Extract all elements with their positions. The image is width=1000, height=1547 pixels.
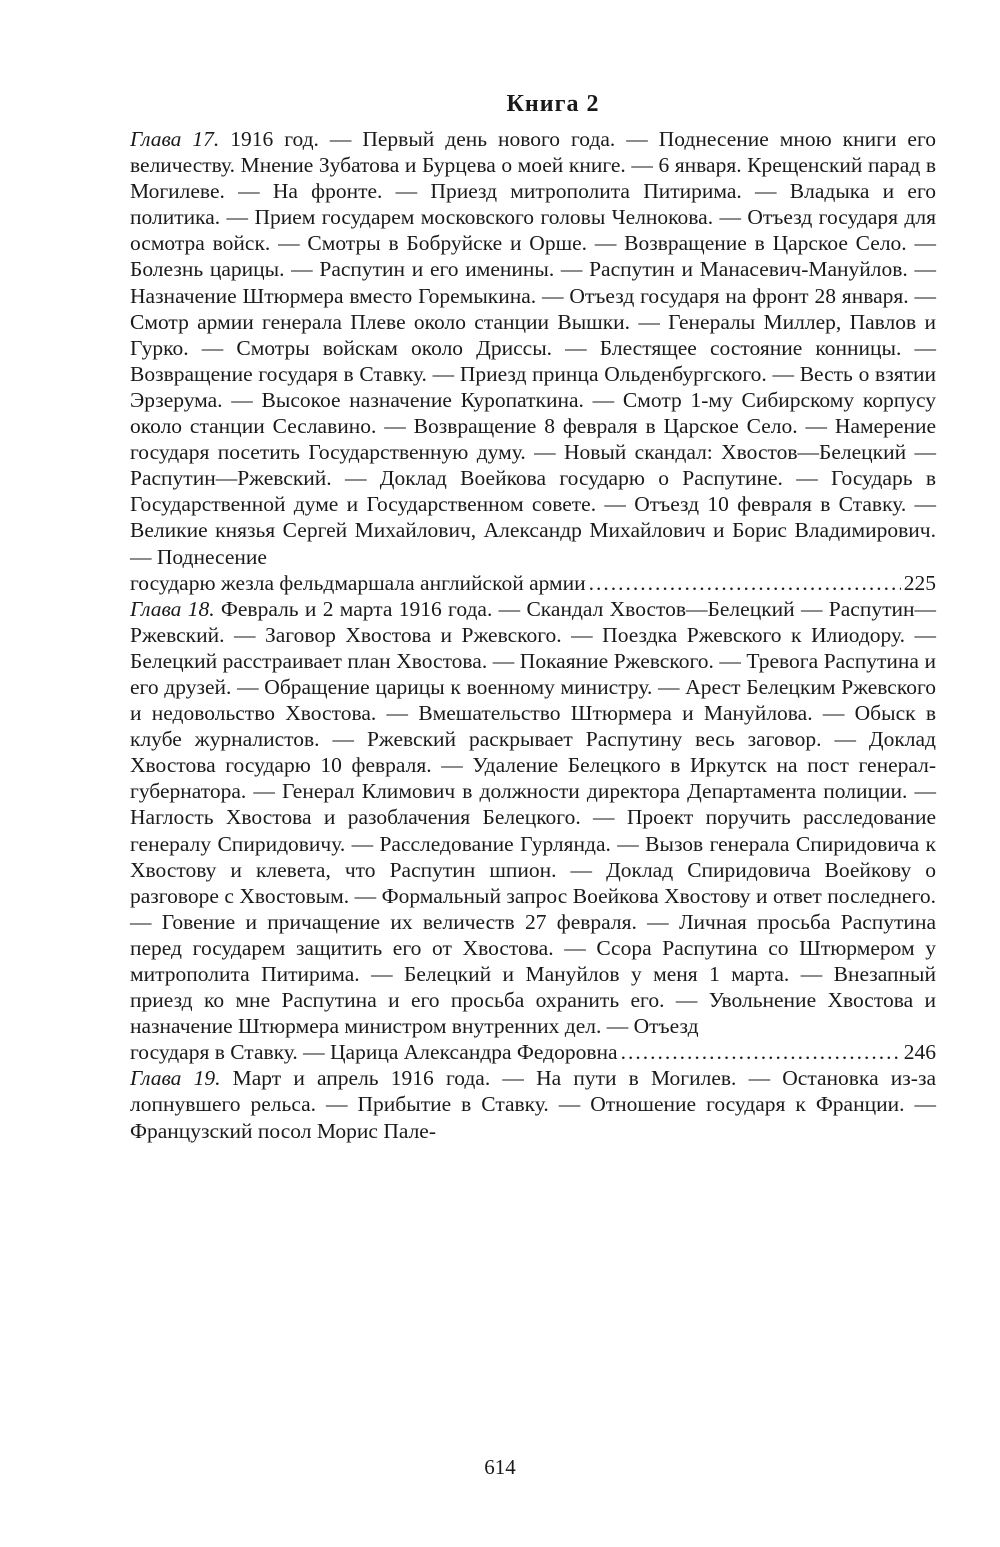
toc-entry-chapter-19 [130, 1065, 936, 1143]
chapter-label: Глава 17. [130, 127, 220, 151]
page-reference: 246 [903, 1040, 936, 1065]
chapter-summary-end: государю жезла фельдмаршала английской армии [130, 570, 586, 595]
chapter-summary-end: государя в Ставку. — Царица Александра Федоровна [130, 1040, 618, 1065]
toc-entry-last-line [130, 570, 936, 596]
toc-entry-last-line [130, 1039, 936, 1065]
chapter-label: Глава 19. [130, 1066, 221, 1091]
book-title: Книга 2 [506, 91, 600, 117]
chapter-summary: Март и апрель 1916 года. — На пути в Могилев. — Остановка из-за лопнувшего рельса. — Прибытие в Ставку. — Отношение государя к Франции. — Французский посол Морис Пале- [130, 1066, 936, 1143]
toc-entry-chapter-18 [130, 596, 936, 1066]
chapter-label: Глава 18. [130, 596, 215, 621]
page-reference: 225 [903, 570, 936, 595]
chapter-summary: Февраль и 2 марта 1916 года. — Скандал Хвостов—Белецкий — Распутин—Ржевский. — Заговор Хвостова и Ржевского. — Поездка Ржевского к Илиодору. — Белецкий расстраивает план Хвостова. — Покаяние Ржевского. — Тревога Распутина и его друзей. — Обращение царицы к военному министру. — Арест Белецким Ржевского и недовольство Хвостова. — Вмешательство Штюрмера и Мануйлова. — Обыск в клубе журналистов. — Ржевский раскрывает Распутину весь заговор. — Доклад Хвостова государю 10 февраля. — Удаление Белецкого в Иркутск на пост генерал-губернатора. — Генерал Климович в должности директора Департамента полиции. — Наглость Хвостова и разоблачения Белецкого. — Проект поручить расследование генералу Спиридовичу. — Расследование Гурлянда. — Вызов генерала Спиридовича к Хвостову и клевета, что Распутин шпион. — Доклад Спиридовича Воейкову о разговоре с Хвостовым. — Формальный запрос Воейкова Хвостову и ответ последнего. — Говение и причащение их величеств 27 февраля. — Личная просьба Распутина перед государем защитить его от Хвостова. — Ссора Распутина со Штюрмером у митрополита Питирима. — Белецкий и Мануйлов у меня 1 марта. — Внезапный приезд ко мне Распутина и его просьба охранить его. — Увольнение Хвостова и назначение Штюрмера министром внутренних дел. — Отъезд [130, 596, 936, 1039]
toc-entry-chapter-17 [130, 126, 936, 596]
dot-leader [621, 1039, 901, 1065]
page-number: 614 [484, 1455, 516, 1479]
dot-leader [589, 570, 901, 596]
page [130, 82, 936, 1144]
chapter-summary: 1916 год. — Первый день нового года. — Поднесение мною книги его величеству. Мнение Зубатова и Бурцева о моей книге. — 6 января. Крещенский парад в Могилеве. — На фронте. — Приезд митрополита Питирима. — Владыка и его политика. — Прием государем московского головы Челнокова. — Отъезд государя для осмотра войск. — Смотры в Бобруйске и Орше. — Возвращение в Царское Село. — Болезнь царицы. — Распутин и его именины. — Распутин и Манасевич-Мануйлов. — Назначение Штюрмера вместо Горемыкина. — Отъезд государя на фронт 28 января. — Смотр армии генерала Плеве около станции Вышки. — Генералы Миллер, Павлов и Гурко. — Смотры войскам около Дриссы. — Блестящее состояние конницы. — Возвращение государя в Ставку. — Приезд принца Ольденбургского. — Весть о взятии Эрзерума. — Высокое назначение Куропаткина. — Смотр 1-му Сибирскому корпусу около станции Сеславино. — Возвращение 8 февраля в Царское Село. — Намерение государя посетить Государственную думу. — Новый скандал: Хвостов—Белецкий — Распутин—Ржевский. — Доклад Воейкова государю о Распутине. — Государь в Государственной думе и Государственном совете. — Отъезд 10 февраля в Ставку. — Великие князья Сергей Михайлович, Александр Михайлович и Борис Владимирович. — Поднесение [130, 127, 936, 569]
